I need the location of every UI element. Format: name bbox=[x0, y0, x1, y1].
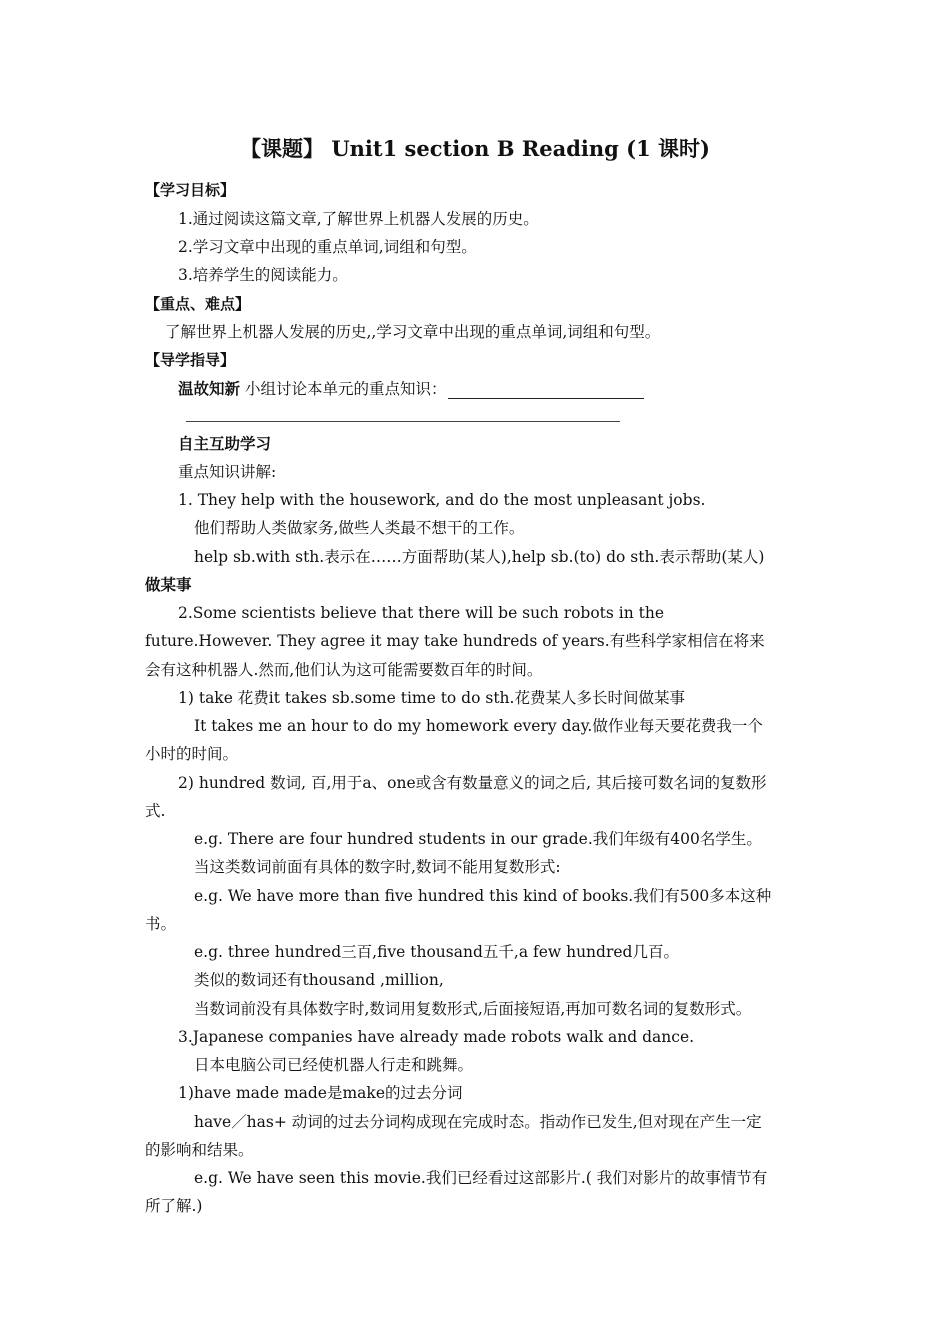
keypoints-text: 了解世界上机器人发展的历史,,学习文章中出现的重点单词,词组和句型。 bbox=[165, 323, 661, 341]
review-line bbox=[178, 379, 848, 399]
point-2-line-a: 2.Some scientists believe that there will be such robots in the bbox=[178, 604, 665, 622]
point-3-1: 1)have made made是make的过去分词 bbox=[178, 1084, 463, 1102]
self-study-heading: 自主互助学习 bbox=[178, 434, 272, 453]
point-1-translation: 他们帮助人类做家务,做些人类最不想干的工作。 bbox=[194, 519, 525, 537]
point-2-2-cont: 式. bbox=[145, 802, 166, 820]
keypoints-heading: 【重点、难点】 bbox=[145, 295, 251, 313]
point-2-2-note-3: 当数词前没有具体数字时,数词用复数形式,后面接短语,再加可数名词的复数形式。 bbox=[194, 1000, 752, 1018]
review-text: 小组讨论本单元的重点知识： bbox=[240, 380, 447, 398]
point-3-1-note-cont: 的影响和结果。 bbox=[145, 1141, 254, 1159]
point-2-line-b: future.However. They agree it may take hundreds of years.有些科学家相信在将来 bbox=[145, 632, 765, 650]
goal-3: 3.培养学生的阅读能力。 bbox=[178, 266, 348, 284]
point-2-2-example-3: e.g. three hundred三百,five thousand五千,a few hundred几百。 bbox=[194, 943, 679, 961]
point-2-2-example-2: e.g. We have more than five hundred this kind of books.我们有500多本这种 bbox=[194, 887, 772, 905]
answer-blank[interactable] bbox=[448, 382, 644, 399]
goal-2: 2.学习文章中出现的重点单词,词组和句型。 bbox=[178, 238, 477, 256]
goal-1: 1.通过阅读这篇文章,了解世界上机器人发展的历史。 bbox=[178, 210, 539, 228]
point-2-2-example-1: e.g. There are four hundred students in our grade.我们年级有400名学生。 bbox=[194, 830, 762, 848]
review-label: 温故知新 bbox=[178, 379, 241, 398]
point-2-2: 2) hundred 数词, 百,用于a、one或含有数量意义的词之后, 其后接可数名词的复数形 bbox=[178, 774, 767, 792]
point-1-note: help sb.with sth.表示在……方面帮助(某人),help sb.(to) do sth.表示帮助(某人) bbox=[194, 548, 765, 566]
point-3-1-example: e.g. We have seen this movie.我们已经看过这部影片.( 我们对影片的故事情节有 bbox=[194, 1169, 768, 1187]
point-3: 3.Japanese companies have already made robots walk and dance. bbox=[178, 1028, 695, 1046]
knowledge-heading: 重点知识讲解: bbox=[178, 463, 277, 481]
point-3-1-example-cont: 所了解.) bbox=[145, 1197, 203, 1215]
point-2-1: 1) take 花费it takes sb.some time to do sth.花费某人多长时间做某事 bbox=[178, 689, 685, 707]
point-2-2-example-2-cont: 书。 bbox=[145, 915, 177, 933]
guide-heading: 【导学指导】 bbox=[145, 351, 236, 369]
point-2-1-example: It takes me an hour to do my homework every day.做作业每天要花费我一个 bbox=[194, 717, 763, 735]
point-1-note-cont: 做某事 bbox=[145, 575, 192, 594]
point-2-line-c: 会有这种机器人.然而,他们认为这可能需要数百年的时间。 bbox=[145, 661, 543, 679]
point-2-2-note-1: 当这类数词前面有具体的数字时,数词不能用复数形式: bbox=[194, 858, 561, 876]
point-3-translation: 日本电脑公司已经使机器人行走和跳舞。 bbox=[194, 1056, 474, 1074]
point-3-1-note: have／has+ 动词的过去分词构成现在完成时态。指动作已发生,但对现在产生一定 bbox=[194, 1113, 762, 1131]
point-2-2-note-2: 类似的数词还有thousand ,million, bbox=[194, 971, 444, 989]
point-1: 1. They help with the housework, and do the most unpleasant jobs. bbox=[178, 491, 706, 509]
lesson-title: 【课题】 Unit1 section B Reading (1 课时) bbox=[240, 136, 710, 161]
goals-heading: 【学习目标】 bbox=[145, 181, 236, 199]
answer-blank-line[interactable] bbox=[186, 421, 620, 422]
point-2-1-example-cont: 小时的时间。 bbox=[145, 745, 239, 763]
